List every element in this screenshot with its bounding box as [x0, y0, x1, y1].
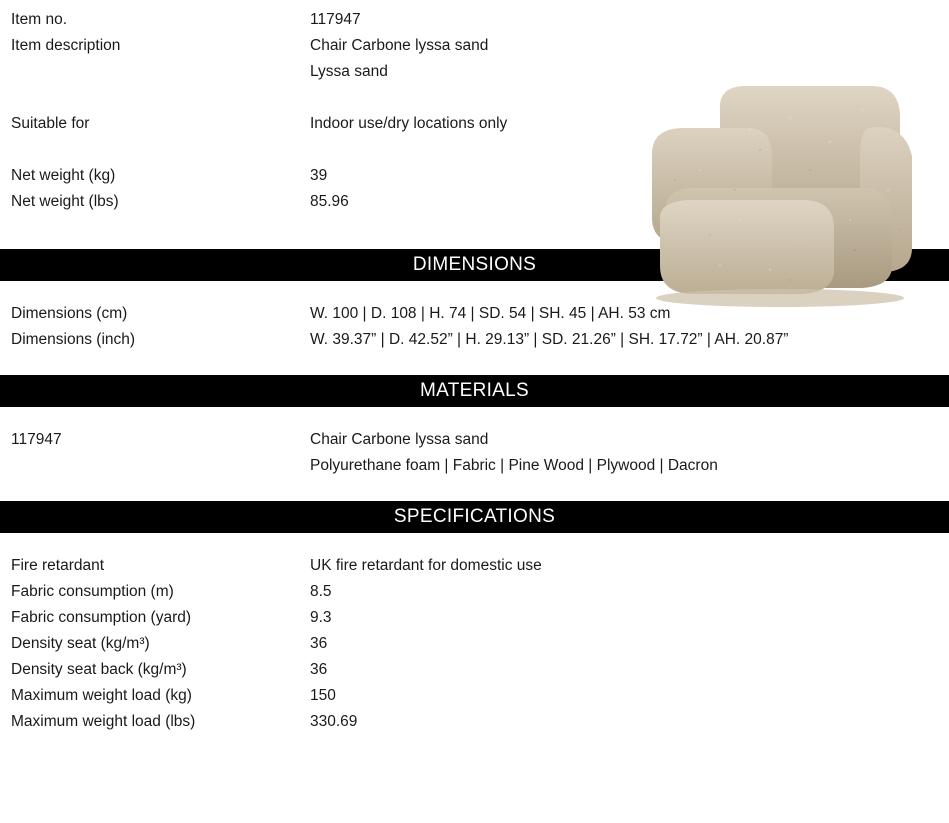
spec-value: 330.69 [310, 713, 358, 730]
section-banner-specifications: SPECIFICATIONS [0, 501, 949, 533]
spec-label: Fabric consumption (yard) [11, 609, 192, 626]
spec-value: Chair Carbone lyssa sand [310, 431, 489, 448]
section-gap [0, 353, 949, 375]
spec-row-material-item-no [0, 427, 949, 453]
spec-value: 150 [310, 687, 336, 704]
spec-row-material-composition [0, 453, 949, 479]
spec-row-max-weight-kg [0, 683, 949, 709]
spec-label: Density seat (kg/m³) [11, 635, 150, 652]
spec-row-dimensions-inch [0, 327, 949, 353]
materials-rows [0, 427, 949, 479]
section-gap [0, 407, 949, 427]
spec-row-density-seat-back [0, 657, 949, 683]
section-banner-materials: MATERIALS [0, 375, 949, 407]
spec-label: Item description [11, 37, 121, 54]
section-gap [0, 533, 949, 553]
spec-value: 117947 [310, 11, 361, 28]
spec-label: Fabric consumption (m) [11, 583, 174, 600]
spec-value: 85.96 [310, 193, 349, 210]
spec-value: W. 100 | D. 108 | H. 74 | SD. 54 | SH. 45 | AH. 53 cm [310, 305, 671, 322]
spec-row-item-description [0, 33, 949, 59]
spec-label: Item no. [11, 11, 67, 28]
section-banner-dimensions: DIMENSIONS [0, 249, 949, 281]
spec-label: Density seat back (kg/m³) [11, 661, 187, 678]
spec-row-density-seat [0, 631, 949, 657]
spec-value: Chair Carbone lyssa sand [310, 37, 489, 54]
spec-value: Lyssa sand [310, 63, 388, 80]
spec-label: 117947 [11, 431, 62, 448]
spec-value: 8.5 [310, 583, 332, 600]
spec-row-max-weight-lbs [0, 709, 949, 735]
spec-label: Maximum weight load (lbs) [11, 713, 196, 730]
spec-label: Net weight (lbs) [11, 193, 119, 210]
spec-label: Suitable for [11, 115, 90, 132]
spec-value: UK fire retardant for domestic use [310, 557, 542, 574]
spec-label: Dimensions (inch) [11, 331, 136, 348]
spec-value: Indoor use/dry locations only [310, 115, 508, 132]
spec-label: Net weight (kg) [11, 167, 116, 184]
section-gap [0, 479, 949, 501]
spec-label: Maximum weight load (kg) [11, 687, 192, 704]
spec-value: 39 [310, 167, 328, 184]
spec-value: Polyurethane foam | Fabric | Pine Wood | Plywood | Dacron [310, 457, 718, 474]
spec-value: 9.3 [310, 609, 332, 626]
spec-row-item-no [0, 7, 949, 33]
spec-value: W. 39.37” | D. 42.52” | H. 29.13” | SD. 21.26” | SH. 17.72” | AH. 20.87” [310, 331, 789, 348]
spec-value: 36 [310, 635, 328, 652]
spec-row-fire-retardant [0, 553, 949, 579]
spec-row-fabric-consumption-m [0, 579, 949, 605]
spec-label: Fire retardant [11, 557, 105, 574]
spec-label: Dimensions (cm) [11, 305, 128, 322]
product-image [600, 70, 940, 310]
specifications-rows [0, 553, 949, 735]
spec-value: 36 [310, 661, 328, 678]
spec-row-fabric-consumption-yard [0, 605, 949, 631]
